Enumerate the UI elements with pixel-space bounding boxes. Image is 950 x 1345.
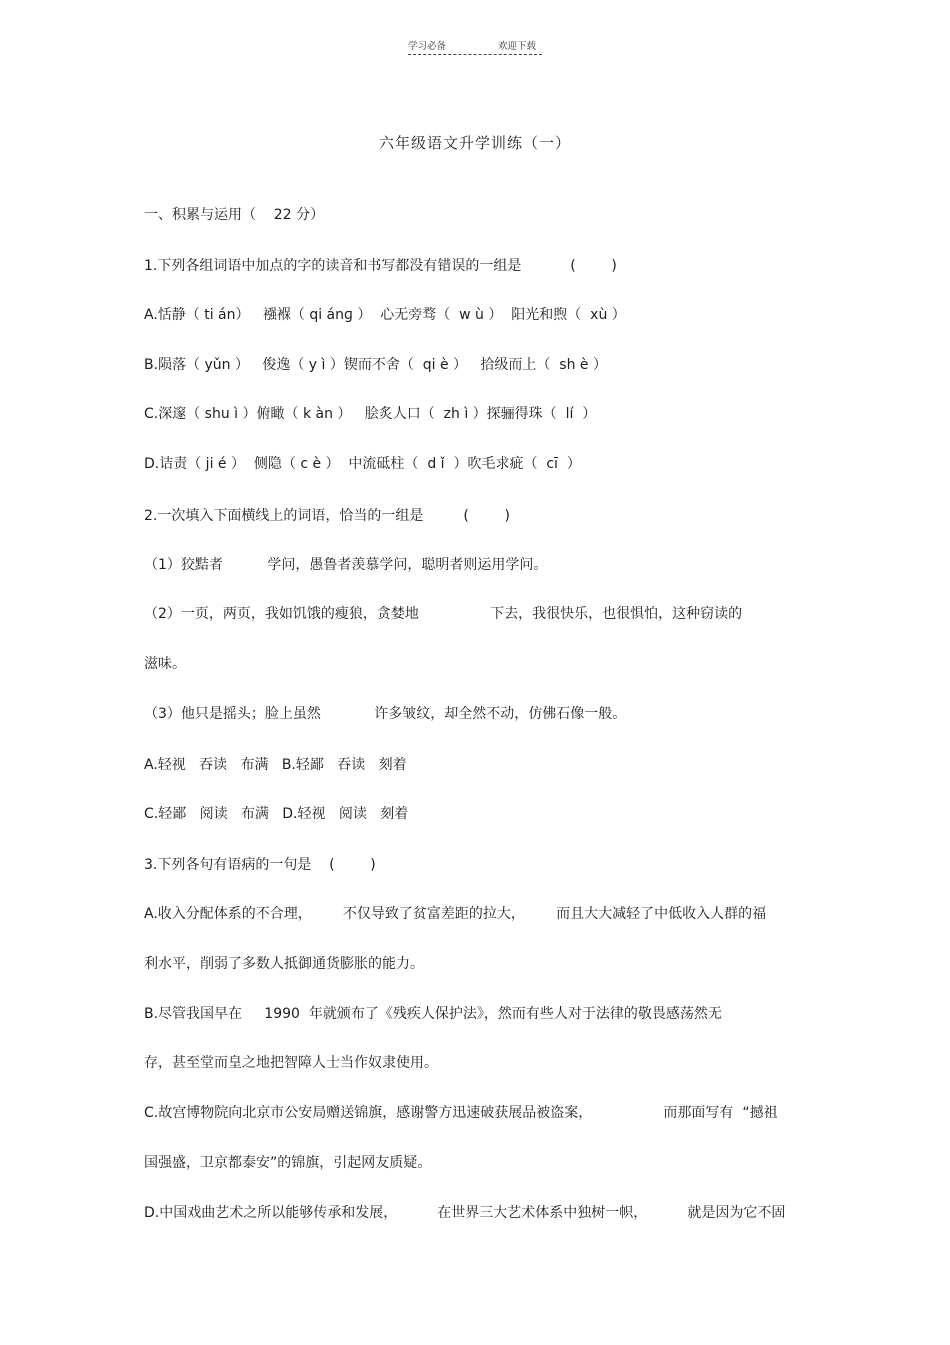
question-3-option-c: C.故宫博物院向北京市公安局赠送锦旗，感谢警方迅速破获展品被盗案， 而那面写有 “撼祖 bbox=[144, 1105, 778, 1121]
question-1-option-d: D.诘责（ ji é ） 侧隐（ c è ） 中流砥柱（ d ǐ ）吹毛求疵（ cī ） bbox=[144, 456, 581, 472]
question-3-option-a-cont: 利水平，削弱了多数人抵御通货膨胀的能力。 bbox=[144, 956, 424, 972]
question-3-option-d: D.中国戏曲艺术之所以能够传承和发展， 在世界三大艺术体系中独树一帜， 就是因为它不固 bbox=[144, 1205, 786, 1221]
question-2-sentence-3: （3）他只是摇头；脸上虽然 许多皱纹，却全然不动，仿佛石像一般。 bbox=[144, 706, 627, 722]
question-2-options-ab: A.轻视 吞读 布满 B.轻鄙 吞读 刻着 bbox=[144, 757, 407, 773]
header-dashed-rule bbox=[408, 54, 542, 55]
question-3-option-b-cont: 存，甚至堂而皇之地把智障人士当作奴隶使用。 bbox=[144, 1055, 438, 1071]
document-title: 六年级语文升学训练（一） bbox=[378, 134, 571, 152]
question-2-sentence-2: （2）一页，两页，我如饥饿的瘦狼，贪婪地 下去，我很快乐，也很惧怕，这种窃读的 bbox=[144, 606, 743, 622]
question-2-sentence-2-cont: 滋味。 bbox=[144, 656, 186, 672]
question-1-stem: 1.下列各组词语中加点的字的读音和书写都没有错误的一组是 ( ) bbox=[144, 258, 617, 274]
question-1-option-a: A.恬静（ ti án） 襁褓（ qi ánɡ ） 心无旁骛（ w ù ） 阳光和煦（ xù ） bbox=[144, 307, 626, 323]
page-header bbox=[0, 38, 950, 58]
question-3-option-b: B.尽管我国早在 1990 年就颁布了《残疾人保护法》，然而有些人对于法律的敬畏感荡然无 bbox=[144, 1006, 722, 1022]
question-2-sentence-1: （1）狡黠者 学问，愚鲁者羡慕学问，聪明者则运用学问。 bbox=[144, 557, 548, 573]
header-right-text: 欢迎下载 bbox=[498, 41, 537, 52]
question-2-options-cd: C.轻鄙 阅读 布满 D.轻视 阅读 刻着 bbox=[144, 806, 409, 822]
question-3-stem: 3.下列各句有语病的一句是 ( ) bbox=[144, 857, 376, 873]
header-left-text: 学习必备 bbox=[408, 41, 447, 52]
question-1-option-b: B.陨落（ yǔn ） 俊逸（ y ì ）锲而不舍（ qi è ） 拾级而上（ sh è ） bbox=[144, 357, 607, 373]
section-heading: 一、积累与运用（ 22 分） bbox=[144, 207, 325, 223]
question-3-option-a: A.收入分配体系的不合理， 不仅导致了贫富差距的拉大， 而且大大减轻了中低收入人群的福 bbox=[144, 906, 767, 922]
question-3-option-c-cont: 国强盛，卫京都泰安”的锦旗，引起网友质疑。 bbox=[144, 1155, 432, 1171]
question-2-stem: 2.一次填入下面横线上的词语，恰当的一组是 ( ) bbox=[144, 508, 510, 524]
question-1-option-c: C.深邃（ shu ì ）俯瞰（ k àn ） 脍炙人口（ zh ì ）探骊得珠（ lí ） bbox=[144, 406, 597, 422]
